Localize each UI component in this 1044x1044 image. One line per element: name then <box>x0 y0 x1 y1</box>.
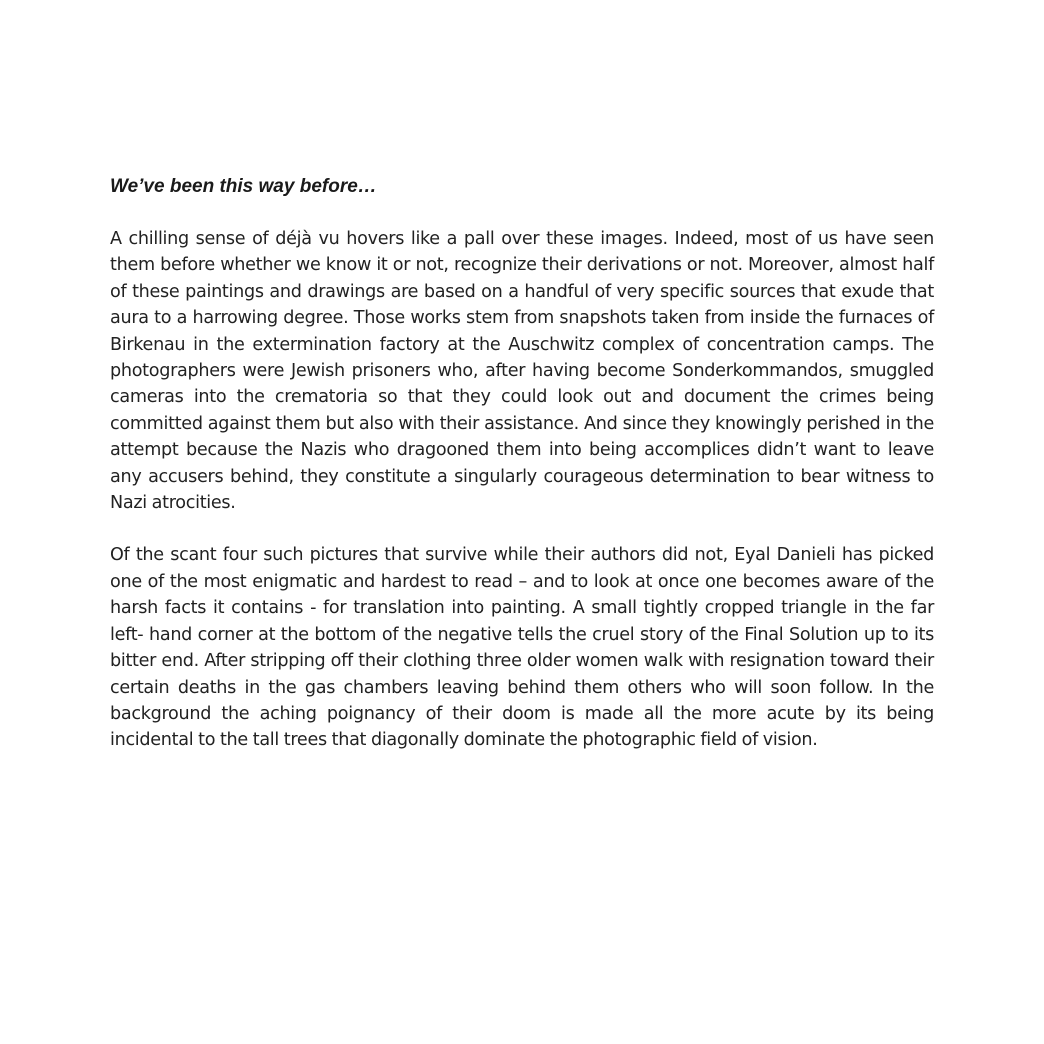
paragraph-1: A chilling sense of déjà vu hovers like a pall over these images. Indeed, most of us have seen them before whether we know it or not, recognize their derivations or not. Moreover, almost half of these paintings and drawings are based on a handful of very specific sources that exude that aura to a harrowing degree. Those works stem from snapshots taken from inside the furnaces of Birkenau in the extermination factory at the Auschwitz complex of concentration camps. The photographers were Jewish prisoners who, after having become Sonderkommandos, smuggled cameras into the crematoria so that they could look out and document the crimes being committed against them but also with their assistance. And since they knowingly perished in the attempt because the Nazis who dragooned them into being accomplices didn’t want to leave any accusers behind, they constitute a singularly courageous determination to bear witness to Nazi atrocities. <box>110 229 934 514</box>
paragraph-2: Of the scant four such pictures that survive while their authors did not, Eyal Danieli has picked one of the most enigmatic and hardest to read – and to look at once one becomes aware of the harsh facts it contains - for translation into painting. A small tightly cropped triangle in the far left- hand corner at the bottom of the negative tells the cruel story of the Final Solution up to its bitter end. After stripping off their clothing three older women walk with resignation toward their certain deaths in the gas chambers leaving behind them others who will soon follow. In the background the aching poignancy of their doom is made all the more acute by its being incidental to the tall trees that diagonally dominate the photographic field of vision. <box>110 545 934 751</box>
document-page <box>110 174 934 780</box>
section-heading: We’ve been this way before… <box>110 176 377 197</box>
